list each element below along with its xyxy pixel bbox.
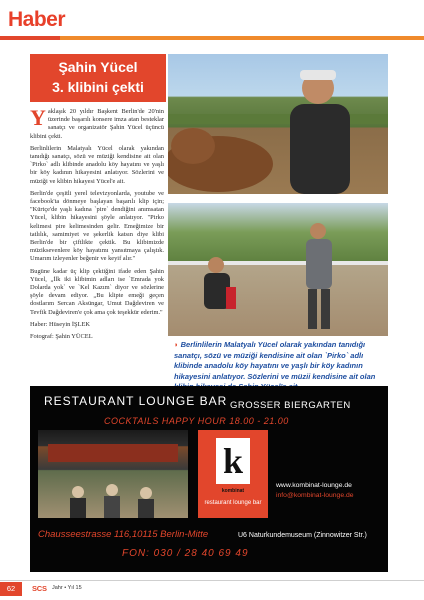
photo-two-people-illustration [168, 203, 388, 336]
ad-logo-letter: k [216, 438, 250, 484]
article-paragraph: Berlinlilerin Malatyalı Yücel olarak yakından tanıdığı sanatçı, sözü ve müziği kendisine ait olan `Pirko` adlı klibinde anadolu köy hayatını ve yaşlı bir köy kadının hikayesini anlatıyor. Sözlerini ve müziği ve klibin hikayesi Yücel'e ait. [30, 144, 164, 185]
photo-two-people-in-field [168, 203, 388, 336]
magazine-logo: SCS [32, 584, 47, 593]
photo-credit: Fotograf: Şahin YÜCEL [30, 333, 93, 341]
issue-label: Jahr • Yıl 15 [52, 585, 82, 591]
ad-logo-name: kombinat [221, 488, 245, 494]
ad-title: RESTAURANT LOUNGE BAR [44, 394, 228, 408]
photo-man-with-cattle [168, 54, 388, 194]
caption-text: Berlinlilerin Malatyalı Yücel olarak yakından tanıdığı sanatçı, sözü ve müziği kendisine ait olan `Pirko` adlı klibinde anadolu köy hayatını ve yaşlı bir köy kadının hikayesini anlatıyor. Sözlerini ve müzii kendisine ait olan [174, 340, 376, 381]
ad-email: info@kombinat-lounge.de [276, 492, 354, 499]
ad-photo-restaurant [38, 430, 188, 518]
ad-phone: FON: 030 / 28 40 69 49 [122, 548, 249, 559]
drop-cap: Y [30, 105, 46, 130]
article-title [30, 54, 166, 102]
article-paragraph-text: aklaşık 20 yıldır Başkent Berlin'de 20'nin üzerinde başarılı konsere imza atan besteklar sanatçı ve organizatör Şahin Yücel üçüncü klibini çekti. [30, 108, 164, 140]
photo-caption [174, 340, 388, 393]
photo-man-with-cattle-illustration [168, 54, 388, 194]
page-number: 62 [0, 582, 22, 596]
article-byline: Haber: Hüseyin İŞLEK [30, 320, 90, 328]
header-rule [0, 36, 424, 40]
section-title: Haber [8, 8, 66, 31]
ad-logo-subtitle: restaurant lounge bar [204, 500, 262, 506]
ad-happy-hour: COCKTAILS HAPPY HOUR 18.00 - 21.00 [104, 416, 289, 426]
article-paragraph [30, 105, 164, 141]
article-paragraph: Berlin'de çeşitli yerel televizyonlarda, youtube ve facebook'ta dönmeye başlayan başarılı klip için; "Kürtçe'de yaşlı kadına `pire` dendiğini anımsatan Yücel, klibin hikayesini şöyle anlatıyor. "Pirko kelimesi pire kelimesinden gelir. Emeğimize bir tatlılık, samimiyet ve şekerlik katsın diye klibi Berlin'de bir çiftlikte çektik. Bu klibimizde müziksevenlere köy hayatımı yansıtmaya çalıştık. Umarım izleyenler beğenir ve keyif alır." [30, 189, 164, 263]
ad-logo [198, 430, 268, 518]
article-title-line2: 3. klibini çekti [52, 79, 144, 95]
article-body [30, 105, 164, 345]
header-rule-accent [0, 36, 60, 40]
caption-bullet-icon: ◗ [174, 340, 179, 349]
footer-rule [0, 580, 424, 581]
ad-subtitle: GROSSER BIERGARTEN [230, 400, 351, 411]
ad-website: www.kombinat-lounge.de [276, 482, 352, 489]
advertisement [30, 386, 388, 572]
page-header [0, 0, 424, 40]
article-paragraph: Bugüne kadar üç klip çektiğini ifade eden Şahin Yücel, „İlk iki klibimin adları ise `Emrada yok Dolarda yok` ve `Kel Kazım` diyor ve sözlerine şöyle devam ediyor. „Bu klipte emeği geçen dostlarım Sercan Aksüngar, Umut Dağdeviren ve Tevfik Dağdeviren'e çok ama çok teşekkür ederim." [30, 267, 164, 316]
ad-photo-illustration [38, 430, 188, 518]
ad-transit-note: U6 Naturkundemuseum (Zinnowitzer Str.) [238, 532, 367, 539]
article-title-line1: Şahin Yücel [58, 59, 138, 75]
ad-address: Chausseestrasse 116,10115 Berlin-Mitte [38, 529, 209, 540]
